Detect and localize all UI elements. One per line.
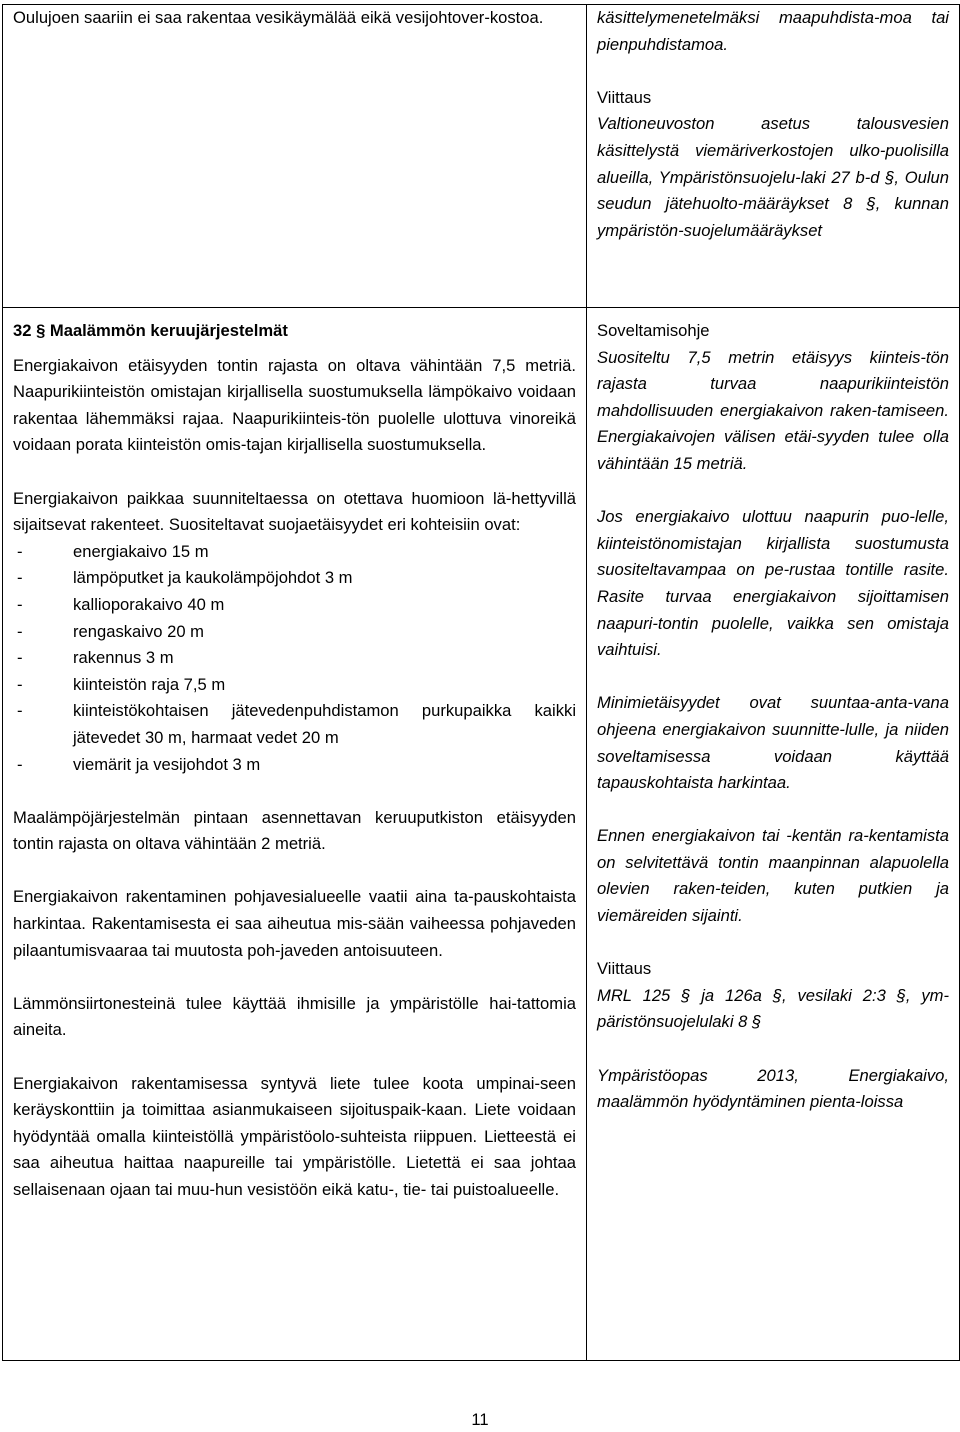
paragraph: Jos energiakaivo ulottuu naapurin puo-lelle, kiinteistönomistajan kirjallista suostumusta suositeltavampaa on pe-rustaa tontille rasite. Rasite turvaa energiakaivon sijoittamisen naapuri-tontin puolelle, vaikka sen omistaja vaihtuisi.: [597, 507, 949, 660]
list-item: [13, 645, 576, 672]
right-cell: [587, 5, 960, 308]
source-text: Ympäristöopas 2013, Energiakaivo, maalämmön hyödyntäminen pienta-loissa: [597, 1065, 949, 1112]
distance-list: [13, 539, 576, 778]
list-item: [13, 619, 576, 646]
list-dash: -: [17, 541, 23, 561]
table-row: [3, 308, 960, 1361]
reference-text: MRL 125 § ja 126a §, vesilaki 2:3 §, ym-päristönsuojelulaki 8 §: [597, 985, 949, 1032]
paragraph: Energiakaivon rakentamisessa syntyvä liete tulee koota umpinai-seen keräyskonttiin ja toimittaa asianmukaiseen sijoituspaik-kaan. Liete voidaan hyödyntää omalla kiinteistöllä ympäristöolo-suhteista riippuen. Lietteestä ei saa aiheutua haittaa naapureille tai ympäristölle. Lietettä ei saa johtaa sellaisenaan ojaan tai muu-hun vesistöön eikä katu-, tie- tai puistoalueelle.: [13, 1073, 576, 1199]
reference-text: Valtioneuvoston asetus talousvesien käsittelystä viemäriverkostojen ulko-puolisilla alueilla, Ympäristönsuojelu-laki 27 b-d §, Oulun seudun jätehuolto-määräykset 8 §, kunnan ympäristön-suojelumääräykset: [597, 114, 949, 240]
list-item-text: rakennus 3 m: [73, 648, 174, 668]
list-item-text: lämpöputket ja kaukolämpöjohdot 3 m: [73, 568, 353, 588]
paragraph: Maalämpöjärjestelmän pintaan asennettavan keruuputkiston etäisyyden tontin rajasta on oltava vähintään 2 metriä.: [13, 807, 576, 854]
list-item-text: kallioporakaivo 40 m: [73, 594, 225, 614]
table-row: [3, 5, 960, 308]
paragraph: Oulujoen saariin ei saa rakentaa vesikäymälää eikä vesijohtover-kostoa.: [13, 8, 544, 27]
paragraph: Minimietäisyydet ovat suuntaa-anta-vana ohjeena energiakaivon suunnitte-lulle, ja niiden soveltamisessa voidaan käyttää tapauskohtaista harkintaa.: [597, 693, 949, 793]
list-dash: -: [17, 701, 23, 721]
list-item: [13, 672, 576, 699]
guide-label: Soveltamisohje: [597, 321, 710, 340]
list-dash: -: [17, 594, 23, 614]
list-dash: -: [17, 648, 23, 668]
page-number: 11: [471, 1410, 489, 1429]
paragraph: Energiakaivon etäisyyden tontin rajasta on oltava vähintään 7,5 metriä. Naapurikiinteistön omistajan kirjallisella suostumuksella lämpökaivo voidaan rakentaa lähemmäksi rajaa. Naapurikiinteis-tön puolelle ulottuva vinoreikä voidaan porata kiinteistön omis-tajan kirjallisella suostumuksella.: [13, 355, 576, 455]
list-item: [13, 565, 576, 592]
list-item: [13, 539, 576, 566]
list-item-text: viemärit ja vesijohdot 3 m: [73, 754, 261, 774]
list-item: [13, 752, 576, 779]
paragraph: Ennen energiakaivon tai -kentän ra-kentamista on selvitettävä tontin maanpinnan alapuolella olevien raken-teiden, kuten putkien ja viemäreiden sijainti.: [597, 826, 949, 926]
list-item: [13, 698, 576, 751]
paragraph: Lämmönsiirtonesteinä tulee käyttää ihmisille ja ympäristölle hai-tattomia aineita.: [13, 993, 576, 1040]
list-dash: -: [17, 754, 23, 774]
list-item-text: energiakaivo 15 m: [73, 541, 209, 561]
paragraph: Energiakaivon rakentaminen pohjavesialueelle vaatii aina ta-pauskohtaista harkintaa. Rakentamisesta ei saa aiheutua mis-sään vaiheessa pohjaveden pilaantumisvaaraa tai muutosta poh-javeden antoisuuteen.: [13, 887, 576, 960]
regulation-table: [2, 4, 960, 1361]
list-item-text: rengaskaivo 20 m: [73, 621, 204, 641]
paragraph: käsittelymenetelmäksi maapuhdista-moa tai pienpuhdistamoa.: [597, 8, 949, 54]
paragraph: Suositeltu 7,5 metrin etäisyys kiinteis-tön rajasta turvaa naapurikiinteistön mahdollisuuden energiakaivon raken-tamiseen. Energiakaivojen välisen etäi-syyden tulee olla vähintään 15 metriä.: [597, 347, 949, 473]
left-cell: [3, 5, 587, 308]
list-item: [13, 592, 576, 619]
list-dash: -: [17, 621, 23, 641]
paragraph: Energiakaivon paikkaa suunniteltaessa on otettava huomioon lä-hettyvillä sijaitsevat rakenteet. Suositeltavat suojaetäisyydet eri kohteisiin ovat:: [13, 488, 576, 535]
right-cell: [587, 308, 960, 1361]
list-dash: -: [17, 568, 23, 588]
list-item-text: kiinteistön raja 7,5 m: [73, 674, 226, 694]
reference-label: Viittaus: [597, 959, 652, 979]
list-item-text: kiinteistökohtaisen jätevedenpuhdistamon purkupaikka kaikki jätevedet 30 m, harmaat vedet 20 m: [73, 701, 576, 747]
list-dash: -: [17, 674, 23, 694]
reference-label: Viittaus: [597, 87, 652, 107]
left-cell: [3, 308, 587, 1361]
section-heading: 32 § Maalämmön keruujärjestelmät: [13, 321, 288, 340]
